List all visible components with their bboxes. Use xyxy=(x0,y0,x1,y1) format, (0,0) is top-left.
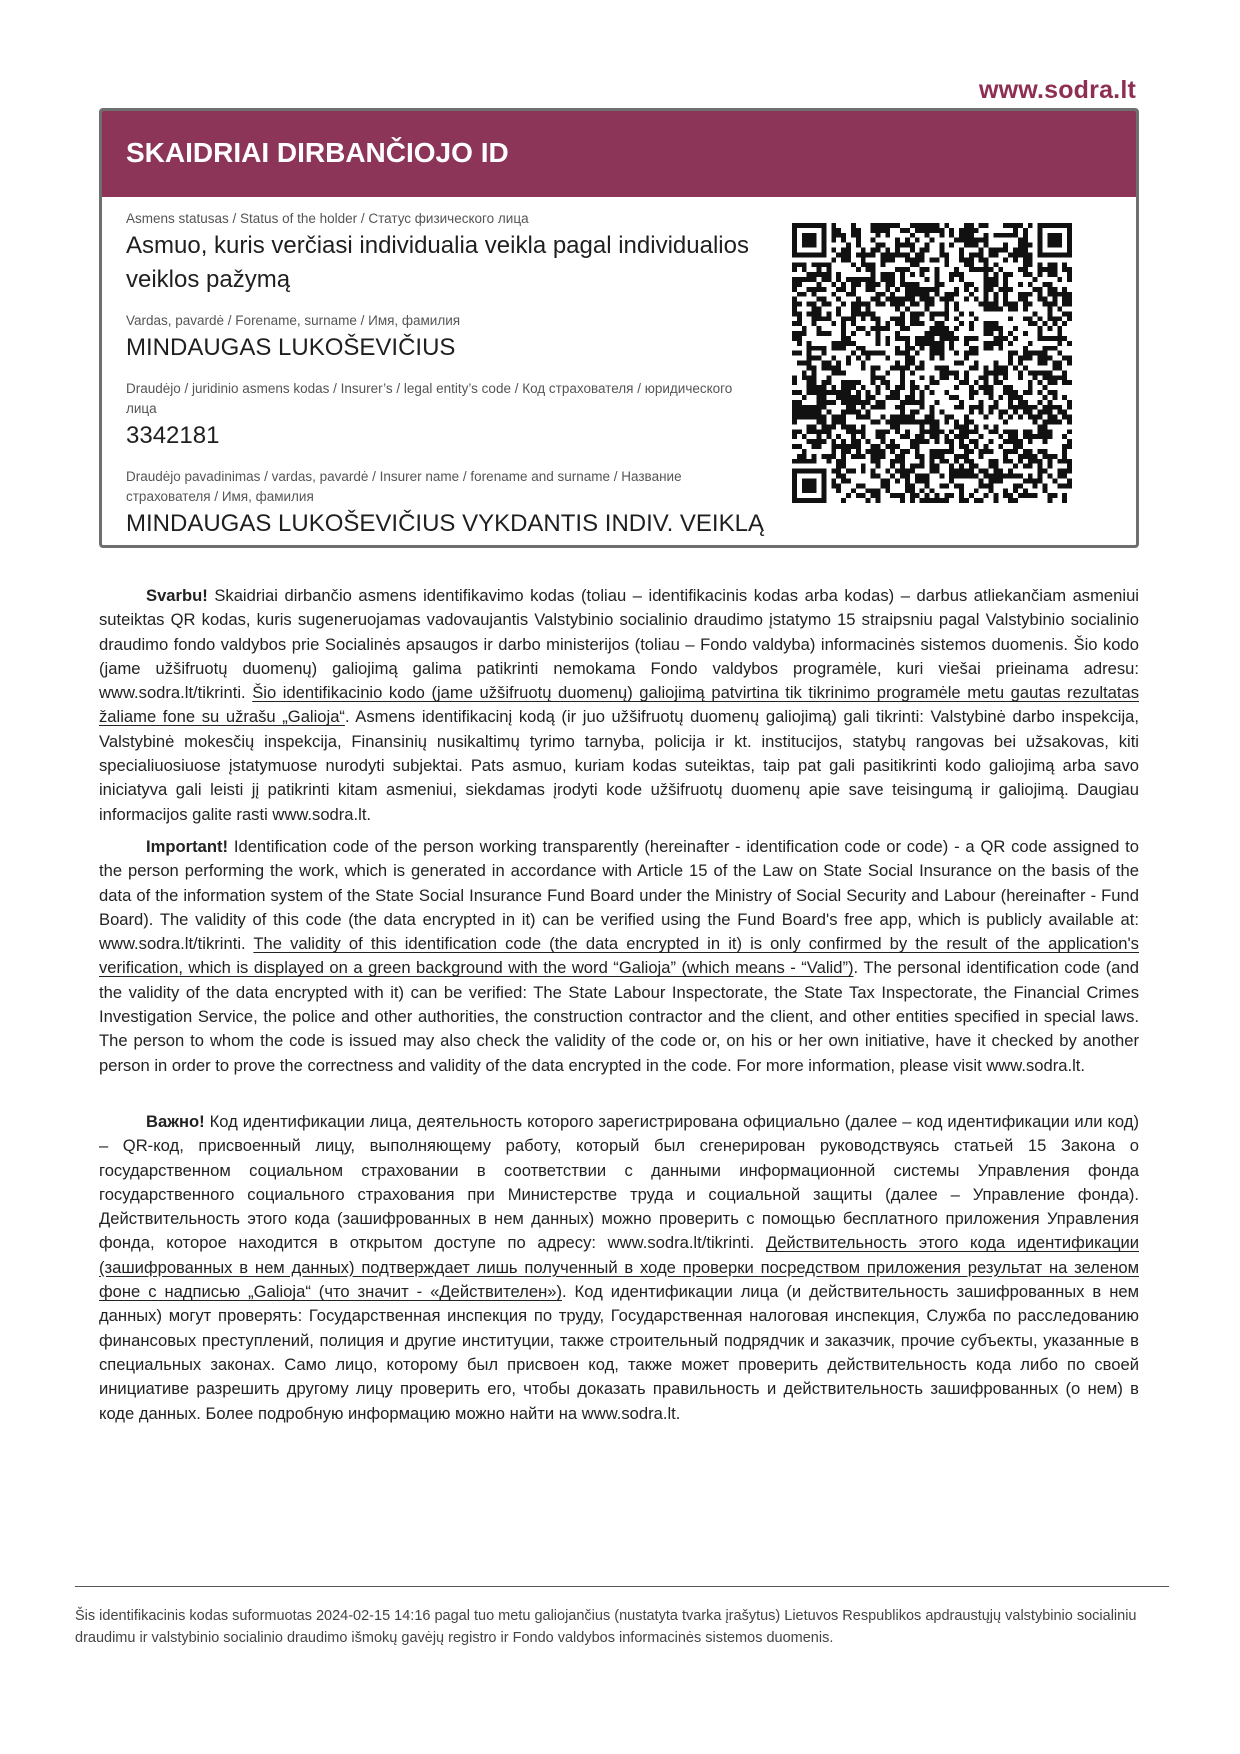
notice-ru xyxy=(99,1110,1139,1426)
card-fields xyxy=(126,209,766,541)
sodra-website-link[interactable]: www.sodra.lt xyxy=(978,76,1136,104)
status-label: Asmens statusas / Status of the holder / Статус физического лица xyxy=(126,211,529,226)
notice-en xyxy=(99,835,1139,1078)
notice-en-lead: Important! xyxy=(146,837,229,856)
worker-id-card xyxy=(99,108,1139,548)
insurer-code-value: 3342181 xyxy=(126,422,220,449)
footer-divider xyxy=(75,1586,1169,1587)
notice-lt xyxy=(99,584,1139,827)
notice-en-text-1: Identification code of the person working transparently (hereinafter - identification code or code) - a QR code assigned to the person performing the work, which is generated in accordance with Article 15 of the Law on State Social Insurance on the basis of the data of the information system of the State Social Insurance Fund Board under the Ministry of Social Security and Labour (hereinafter - Fund Board). The validity of this code (the data encrypted in it) can be verified using the Fund Board's free app, which is publicly available at: www.sodra.lt/tikrinti. xyxy=(99,837,1139,954)
notice-lt-underlined: Šio identifikacinio kodo (jame užšifruotų duomenų) galiojimą patvirtina tik tikrinimo programėle metu gautas rezultatas žaliame fone su užrašu „Galioja“ xyxy=(99,683,1139,727)
notice-ru-lead: Важно! xyxy=(146,1112,205,1131)
name-value: MINDAUGAS LUKOŠEVIČIUS xyxy=(126,334,456,361)
notice-ru-underlined: Действительность этого кода идентификации (зашифрованных в нем данных) подтверждает лишь полученный в ходе проверки посредством приложения результат на зеленом фоне с надписью „Galioja“ (что значит - «Действителен») xyxy=(99,1233,1139,1302)
notice-lt-lead: Svarbu! xyxy=(146,586,208,605)
insurer-name-value: MINDAUGAS LUKOŠEVIČIUS VYKDANTIS INDIV. VEIKLĄ xyxy=(126,510,764,537)
name-label: Vardas, pavardė / Forename, surname / Имя, фамилия xyxy=(126,313,461,328)
qr-code-icon xyxy=(792,223,1072,503)
notice-lt-text-2: . Asmens identifikacinį kodą (ir juo užšifruotų duomenų galiojimą) gali tikrinti: Valstybinė darbo inspekcija, Valstybinė mokesčių inspekcija, Finansinių nusikaltimų tyrimo tarnyba, policija ir kt. institucijos, statybų rangovas bei užsakovas, kiti specialiuosiuose įstatymuose nurodyti subjektai. Pats asmuo, kuriam kodas suteiktas, taip pat gali pasitikrinti kodo galiojimą arba savo iniciatyva gali leisti jį patikrinti kitam asmeniui, siekdamas įrodyti kode užšifruotų duomenų apie save teisingumą ir galiojimą. Daugiau informacijos galite rasti www.sodra.lt. xyxy=(99,707,1139,824)
notice-ru-text-2: . Код идентификации лица (и действительность зашифрованных в нем данных) могут проверять: Государственная инспекция по труду, Государственная налоговая инспекция, Служба по расследованию финансовых преступлений, полиция и другие институции, также строительный подрядчик и заказчик, прочие субъекты, указанные в специальных законах. Само лицо, которому был присвоен код, также может проверить действительность кода либо по своей инициативе разрешить другому лицу проверить его, чтобы доказать правильность и действительность зашифрованных (о нем) в коде данных. Более подробную информацию можно найти на www.sodra.lt. xyxy=(99,1282,1139,1423)
notice-en-underlined: The validity of this identification code (the data encrypted in it) is only confirmed by the result of the application's verification, which is displayed on a green background with the word “Galioja” (which means - “Valid”) xyxy=(99,934,1139,978)
notice-en-text-2: . The personal identification code (and the validity of the data encrypted with it) can be verified: The State Labour Inspectorate, the State Tax Inspectorate, the Financial Crimes Investigation Service, the police and other authorities, the construction contractor and the client, and other entities specified in special laws. The person to whom the code is issued may also check the validity of the code or, on his or her own initiative, have it checked by another person in order to prove the correctness and validity of the data encrypted in the code. For more information, please visit www.sodra.lt. xyxy=(99,958,1139,1075)
footer-note: Šis identifikacinis kodas suformuotas 2024-02-15 14:16 pagal tuo metu galiojančius (nustatyta tvarka įrašytus) Lietuvos Respublikos apdraustųjų valstybinio socialiniu draudimu ir valstybinio socialinio draudimo išmokų gavėjų registro ir Fondo valdybos informacinės sistemos duomenis. xyxy=(75,1608,1137,1646)
card-title: SKAIDRIAI DIRBANČIOJO ID xyxy=(102,111,1136,197)
notice-lt-text-1: Skaidriai dirbančio asmens identifikavimo kodas (toliau – identifikacinis kodas arba kodas) – darbus atliekančiam asmeniui suteiktas QR kodas, kuris sugeneruojamas vadovaujantis Valstybinio socialinio draudimo įstatymo 15 straipsniu pagal Valstybinio socialinio draudimo fondo valdybos prie Socialinės apsaugos ir darbo ministerijos (toliau – Fondo valdyba) informacinės sistemos duomenis. Šio kodo (jame užšifruotų duomenų) galiojimą galima patikrinti nemokama Fondo valdybos programėle, kuri viešai prieinama adresu: www.sodra.lt/tikrinti. xyxy=(99,586,1139,703)
insurer-name-label: Draudėjo pavadinimas / vardas, pavardė / Insurer name / forename and surname / Название страхователя / Имя, фамилия xyxy=(126,469,682,504)
notice-ru-text-1: Код идентификации лица, деятельность которого зарегистрирована официально (далее – код идентификации или код) – QR-код, присвоенный лицу, выполняющему работу, который был сгенерирован руководствуясь статьей 15 Закона о государственном социальном страховании в соответствии с данными информационной системы Управления фонда государственного социального страхования при Министерстве труда и социальной защиты (далее – Управление фонда). Действительность этого кода (зашифрованных в нем данных) можно проверить с помощью бесплатного приложения Управления фонда, которое находится в открытом доступе по адресу: www.sodra.lt/tikrinti. xyxy=(99,1112,1139,1253)
insurer-code-label: Draudėjo / juridinio asmens kodas / Insurer’s / legal entity’s code / Код страхователя / юридического лица xyxy=(126,381,733,416)
card-body xyxy=(102,197,1136,541)
status-value: Asmuo, kuris verčiasi individualia veikla pagal individualios veiklos pažymą xyxy=(126,232,749,293)
